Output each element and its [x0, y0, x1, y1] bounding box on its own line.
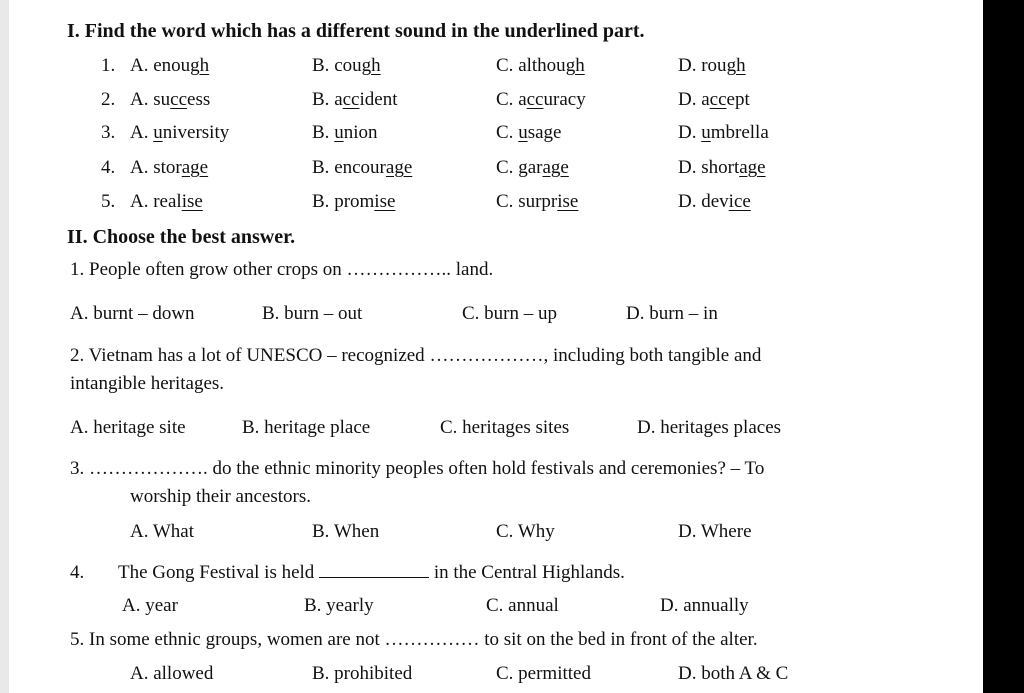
- option-letter: D.: [678, 191, 697, 212]
- question-2-line2: intangible heritages.: [70, 373, 225, 394]
- question-1-text: 1. People often grow other crops on: [70, 259, 342, 280]
- pronunciation-option: [312, 54, 381, 78]
- question-2-option-c: C. heritages sites: [440, 417, 570, 438]
- option-word-end: sage: [527, 122, 562, 143]
- option-word-start: real: [153, 191, 182, 212]
- question-5-option-c: C. permitted: [496, 663, 591, 684]
- option-letter: B.: [312, 122, 330, 143]
- pronunciation-option: [130, 121, 229, 145]
- option-underlined-part: ise: [557, 191, 579, 212]
- pronunciation-option: [312, 121, 377, 145]
- option-underlined-part: ice: [728, 191, 751, 212]
- option-letter: A.: [130, 191, 149, 212]
- option-word-start: encour: [334, 157, 386, 178]
- question-2-option-b: B. heritage place: [242, 417, 371, 438]
- question-5-text: 5. In some ethnic groups, women are not: [70, 629, 380, 650]
- question-4-text-end: in the Central Highlands.: [433, 562, 625, 583]
- option-letter: C.: [496, 55, 514, 76]
- pronunciation-question-number: 4.: [101, 157, 116, 178]
- option-word-end: niversity: [162, 122, 230, 143]
- option-letter: B.: [312, 89, 330, 110]
- question-3-option-b: B. When: [312, 521, 380, 542]
- question-1-option-d: D. burn – in: [626, 303, 718, 324]
- question-2-text: 2. Vietnam has a lot of UNESCO – recognized: [70, 345, 425, 366]
- option-underlined-part: cc: [526, 89, 544, 110]
- question-5-text-end: to sit on the bed in front of the alter.: [484, 629, 758, 650]
- pronunciation-option: [130, 156, 208, 180]
- option-word-start: dev: [701, 191, 729, 212]
- option-underlined-part: age: [181, 157, 209, 178]
- option-word-start: althou: [518, 55, 566, 76]
- question-1-text-end: land.: [455, 259, 494, 280]
- pronunciation-question-number: 1.: [101, 55, 116, 76]
- option-word-start: a: [334, 89, 343, 110]
- option-underlined-part: cc: [709, 89, 727, 110]
- option-letter: A.: [130, 55, 149, 76]
- option-word-end: ess: [187, 89, 211, 110]
- option-letter: B.: [312, 191, 330, 212]
- question-2-stem: [70, 344, 761, 368]
- option-word-end: nion: [343, 122, 378, 143]
- question-4-number: 4.: [70, 562, 85, 583]
- question-5-blank: ……………: [384, 629, 480, 650]
- pronunciation-option: [130, 54, 209, 78]
- section1-heading: I. Find the word which has a different sound in the underlined part.: [67, 20, 645, 42]
- option-word-start: stor: [153, 157, 182, 178]
- option-letter: A.: [130, 122, 149, 143]
- question-5-option-d: D. both A & C: [678, 663, 789, 684]
- option-underlined-part: age: [542, 157, 569, 178]
- pronunciation-question-number: 2.: [101, 89, 116, 110]
- question-3-line2: worship their ancestors.: [130, 486, 311, 507]
- option-word-start: a: [518, 89, 527, 110]
- pronunciation-option: [130, 88, 210, 112]
- question-2-blank: ………………: [429, 345, 544, 366]
- option-underlined-part: gh: [726, 55, 746, 76]
- question-4-option-a: A. year: [122, 595, 178, 616]
- option-underlined-part: gh: [190, 55, 210, 76]
- pronunciation-option: [678, 88, 750, 112]
- pronunciation-option: [496, 190, 578, 214]
- pronunciation-option: [678, 190, 751, 214]
- option-letter: A.: [130, 89, 149, 110]
- option-underlined-part: u: [334, 122, 344, 143]
- option-letter: C.: [496, 89, 514, 110]
- pronunciation-option: [678, 156, 766, 180]
- option-word-start: prom: [334, 191, 375, 212]
- question-3-option-c: C. Why: [496, 521, 555, 542]
- option-underlined-part: ise: [181, 191, 203, 212]
- question-1-option-b: B. burn – out: [262, 303, 363, 324]
- question-3-blank: ……………….: [89, 458, 208, 479]
- question-5-stem: [70, 628, 758, 652]
- option-letter: C.: [496, 122, 514, 143]
- option-word-start: rou: [701, 55, 727, 76]
- question-2-option-d: D. heritages places: [637, 417, 782, 438]
- option-word-start: surpr: [518, 191, 558, 212]
- pronunciation-option: [312, 88, 398, 112]
- page-edge-left: [0, 0, 9, 693]
- question-3-option-d: D. Where: [678, 521, 752, 542]
- option-underlined-part: cc: [342, 89, 360, 110]
- option-letter: D.: [678, 55, 697, 76]
- question-3-number: 3.: [70, 458, 85, 479]
- pronunciation-question-number: 3.: [101, 122, 116, 143]
- question-5-option-a: A. allowed: [130, 663, 214, 684]
- pronunciation-option: [678, 121, 769, 145]
- pronunciation-option: [678, 54, 746, 78]
- pronunciation-option: [312, 156, 412, 180]
- page-edge-right: [983, 0, 1024, 693]
- pronunciation-option: [496, 156, 569, 180]
- pronunciation-option: [496, 54, 585, 78]
- option-underlined-part: gh: [565, 55, 585, 76]
- option-letter: C.: [496, 157, 514, 178]
- option-underlined-part: gh: [361, 55, 381, 76]
- option-word-end: ept: [726, 89, 750, 110]
- question-2-text-end: , including both tangible and: [543, 345, 762, 366]
- option-word-start: su: [153, 89, 171, 110]
- option-underlined-part: cc: [170, 89, 188, 110]
- section2-heading: II. Choose the best answer.: [67, 226, 296, 248]
- option-word-end: mbrella: [710, 122, 769, 143]
- question-1-option-c: C. burn – up: [462, 303, 557, 324]
- pronunciation-option: [312, 190, 395, 214]
- question-3-option-a: A. What: [130, 521, 195, 542]
- option-word-start: gar: [518, 157, 543, 178]
- question-4-stem: [118, 561, 625, 585]
- option-word-end: ident: [359, 89, 398, 110]
- option-letter: A.: [130, 157, 149, 178]
- option-letter: D.: [678, 157, 697, 178]
- option-word-start: cou: [334, 55, 362, 76]
- option-underlined-part: age: [385, 157, 413, 178]
- option-letter: B.: [312, 55, 330, 76]
- question-4-option-c: C. annual: [486, 595, 559, 616]
- question-2-option-a: A. heritage site: [70, 417, 186, 438]
- option-letter: C.: [496, 191, 514, 212]
- option-underlined-part: u: [153, 122, 163, 143]
- option-word-start: a: [701, 89, 710, 110]
- option-word-start: enou: [153, 55, 191, 76]
- option-letter: D.: [678, 89, 697, 110]
- question-4-text: The Gong Festival is held: [118, 562, 315, 583]
- pronunciation-option: [496, 121, 561, 145]
- option-underlined-part: u: [518, 122, 528, 143]
- question-1-stem: [70, 258, 493, 282]
- option-letter: B.: [312, 157, 330, 178]
- question-5-option-b: B. prohibited: [312, 663, 413, 684]
- pronunciation-question-number: 5.: [101, 191, 116, 212]
- pronunciation-option: [496, 88, 586, 112]
- pronunciation-option: [130, 190, 203, 214]
- question-4-option-b: B. yearly: [304, 595, 374, 616]
- option-underlined-part: age: [739, 157, 766, 178]
- option-underlined-part: u: [701, 122, 711, 143]
- question-4-blank-line: [319, 561, 429, 578]
- question-1-blank: ……………..: [346, 259, 451, 280]
- question-3-stem: [70, 457, 764, 481]
- option-word-start: short: [701, 157, 740, 178]
- option-word-end: uracy: [543, 89, 586, 110]
- option-letter: D.: [678, 122, 697, 143]
- question-1-option-a: A. burnt – down: [70, 303, 195, 324]
- question-4-option-d: D. annually: [660, 595, 749, 616]
- option-underlined-part: ise: [374, 191, 396, 212]
- question-3-text: do the ethnic minority peoples often hold festivals and ceremonies? – To: [212, 458, 765, 479]
